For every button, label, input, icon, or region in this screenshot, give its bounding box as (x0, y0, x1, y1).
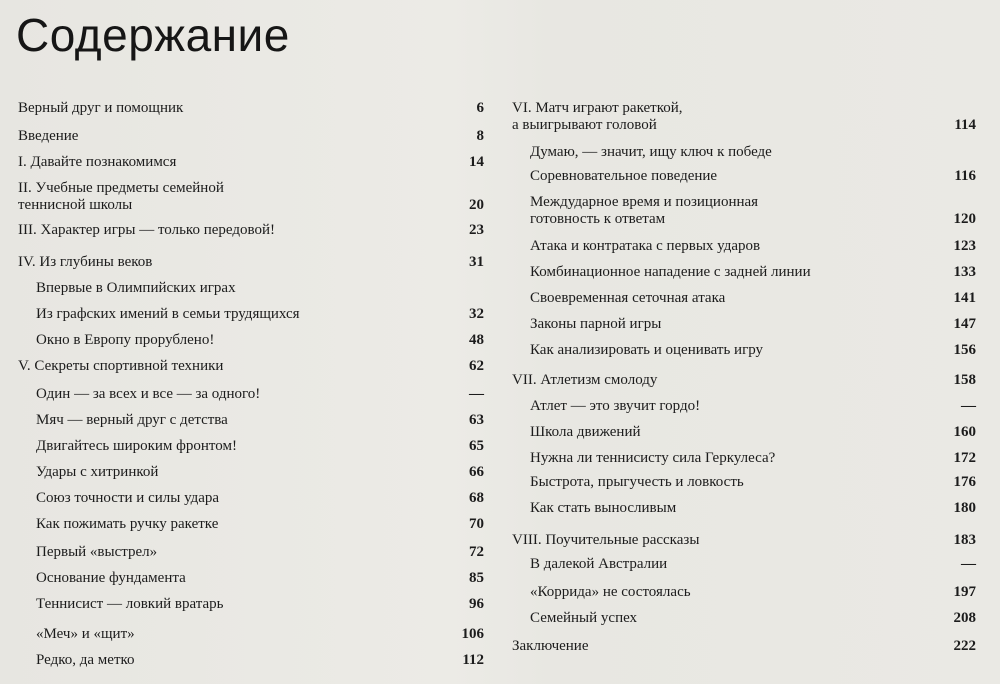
toc-entry (512, 372, 978, 389)
toc-entry-page: 120 (953, 211, 976, 227)
toc-entry (512, 610, 978, 627)
toc-entry (18, 596, 486, 613)
toc-entry-title: Союз точности и силы удара (36, 490, 220, 506)
toc-entry (18, 438, 486, 455)
toc-entry (18, 128, 486, 145)
toc-entry-page: — (961, 556, 976, 572)
toc-entry-title: V. Секреты спортивной техники (18, 358, 224, 374)
toc-entry-page: 123 (953, 238, 976, 254)
toc-entry-page: 133 (953, 264, 976, 280)
toc-entry-page: 66 (469, 464, 484, 480)
toc-entry-title: В далекой Австралии (530, 556, 668, 572)
toc-entry (18, 516, 486, 533)
page-title: Содержание (16, 9, 290, 61)
toc-entry-page: 147 (953, 316, 976, 332)
toc-entry-title: Заключение (512, 638, 589, 654)
toc-entry (512, 290, 978, 307)
toc-entry-title: Как анализировать и оценивать игру (530, 342, 764, 358)
toc-entry-page: — (961, 398, 976, 414)
toc-entry-title: III. Характер игры — только передовой! (18, 222, 275, 238)
toc-entry-title: I. Давайте познакомимся (18, 154, 177, 170)
toc-entry (18, 570, 486, 587)
toc-entry-page: 23 (469, 222, 484, 238)
toc-entry (512, 584, 978, 601)
toc-entry (512, 398, 978, 415)
toc-entry (512, 100, 978, 134)
toc-entry (18, 254, 486, 271)
toc-entry-title: Впервые в Олимпийских играх (36, 280, 236, 296)
toc-entry-page: 222 (953, 638, 976, 654)
toc-entry-title: Основание фундамента (36, 570, 186, 586)
toc-entry-page: 116 (954, 168, 976, 184)
toc-entry-page: 106 (461, 626, 484, 642)
toc-entry (18, 358, 486, 375)
toc-entry-title: Редко, да метко (36, 652, 135, 668)
toc-entry-title: Нужна ли теннисисту сила Геркулеса? (530, 450, 776, 466)
toc-entry-page: 96 (469, 596, 484, 612)
toc-entry (512, 168, 978, 185)
toc-entry-page: 48 (469, 332, 484, 348)
toc-entry-title: VII. Атлетизм смолоду (512, 372, 658, 388)
toc-entry-page: 6 (476, 100, 484, 116)
toc-entry (18, 154, 486, 171)
toc-entry-page: 208 (953, 610, 976, 626)
toc-entry-page: 114 (954, 117, 976, 133)
toc-entry-page: 141 (953, 290, 976, 306)
toc-entry-title: Быстрота, прыгучесть и ловкость (530, 474, 744, 490)
toc-entry (18, 222, 486, 239)
toc-entry-title: Своевременная сеточная атака (530, 290, 726, 306)
toc-entry-page: 156 (953, 342, 976, 358)
toc-entry-title: VI. Матч играют ракеткой, а выигрывают головой (512, 100, 683, 133)
toc-entry-page: 65 (469, 438, 484, 454)
toc-entry-page: 20 (469, 197, 484, 213)
toc-entry-title: Комбинационное нападение с задней линии (530, 264, 811, 280)
toc-entry-title: Теннисист — ловкий вратарь (36, 596, 224, 612)
toc-entry-title: Как стать выносливым (530, 500, 677, 516)
toc-entry-title: IV. Из глубины веков (18, 254, 153, 270)
toc-entry-page: 176 (953, 474, 976, 490)
toc-entry-title: Думаю, — значит, ищу ключ к победе (530, 144, 772, 160)
toc-entry (18, 180, 486, 214)
toc-entry-page: 112 (462, 652, 484, 668)
toc-entry (18, 100, 486, 117)
toc-entry-title: Атлет — это звучит гордо! (530, 398, 701, 414)
toc-entry-title: Законы парной игры (530, 316, 662, 332)
toc-entry-page: 172 (953, 450, 976, 466)
toc-entry-title: Школа движений (530, 424, 641, 440)
toc-entry (18, 626, 486, 643)
toc-entry (512, 556, 978, 573)
toc-entry-page: 68 (469, 490, 484, 506)
toc-entry (512, 144, 978, 161)
toc-entry-title: Из графских имений в семьи трудящихся (36, 306, 300, 322)
toc-entry-page: 8 (476, 128, 484, 144)
toc-entry-page: 160 (953, 424, 976, 440)
toc-entry-page: 183 (953, 532, 976, 548)
toc-entry-title: Атака и контратака с первых ударов (530, 238, 761, 254)
toc-entry (512, 342, 978, 359)
toc-entry (18, 280, 486, 297)
toc-entry (512, 316, 978, 333)
toc-entry (512, 638, 978, 655)
toc-entry (18, 306, 486, 323)
toc-entry-page: 70 (469, 516, 484, 532)
toc-entry (512, 238, 978, 255)
toc-entry-title: Окно в Европу прорублено! (36, 332, 215, 348)
toc-entry (18, 332, 486, 349)
toc-entry-page: 72 (469, 544, 484, 560)
toc-entry-title: Семейный успех (530, 610, 638, 626)
toc-entry-page: 14 (469, 154, 484, 170)
toc-entry-title: «Меч» и «щит» (36, 626, 135, 642)
toc-entry-title: Мяч — верный друг с детства (36, 412, 228, 428)
toc-entry (512, 194, 978, 228)
toc-entry (512, 532, 978, 549)
toc-entry (512, 500, 978, 517)
toc-entry-title: «Коррида» не состоялась (530, 584, 691, 600)
toc-entry-title: VIII. Поучительные рассказы (512, 532, 700, 548)
toc-entry-page: 180 (953, 500, 976, 516)
toc-entry-page: 197 (953, 584, 976, 600)
toc-entry-title: Первый «выстрел» (36, 544, 158, 560)
toc-entry-title: Введение (18, 128, 79, 144)
toc-entry-title: II. Учебные предметы семейной теннисной школы (18, 180, 224, 213)
toc-entry-title: Двигайтесь широким фронтом! (36, 438, 237, 454)
toc-entry (18, 386, 486, 403)
toc-entry-page: 158 (953, 372, 976, 388)
toc-entry (512, 424, 978, 441)
toc-entry-page: 62 (469, 358, 484, 374)
toc-entry-page: 31 (469, 254, 484, 270)
toc-entry (512, 264, 978, 281)
toc-entry (512, 474, 978, 491)
toc-entry (18, 464, 486, 481)
toc-entry-title: Один — за всех и все — за одного! (36, 386, 261, 402)
toc-entry (18, 412, 486, 429)
toc-entry-page: — (469, 386, 484, 402)
toc-entry-title: Верный друг и помощник (18, 100, 184, 116)
toc-entry (18, 490, 486, 507)
toc-entry (18, 544, 486, 561)
toc-entry (512, 450, 978, 467)
toc-entry-page: 63 (469, 412, 484, 428)
toc-entry-page: 85 (469, 570, 484, 586)
toc-entry-page: 32 (469, 306, 484, 322)
toc-entry-title: Удары с хитринкой (36, 464, 159, 480)
toc-entry (18, 652, 486, 669)
toc-entry-title: Как пожимать ручку ракетке (36, 516, 219, 532)
toc-entry-title: Междударное время и позиционная готовность к ответам (530, 194, 759, 227)
toc-entry-title: Соревновательное поведение (530, 168, 718, 184)
